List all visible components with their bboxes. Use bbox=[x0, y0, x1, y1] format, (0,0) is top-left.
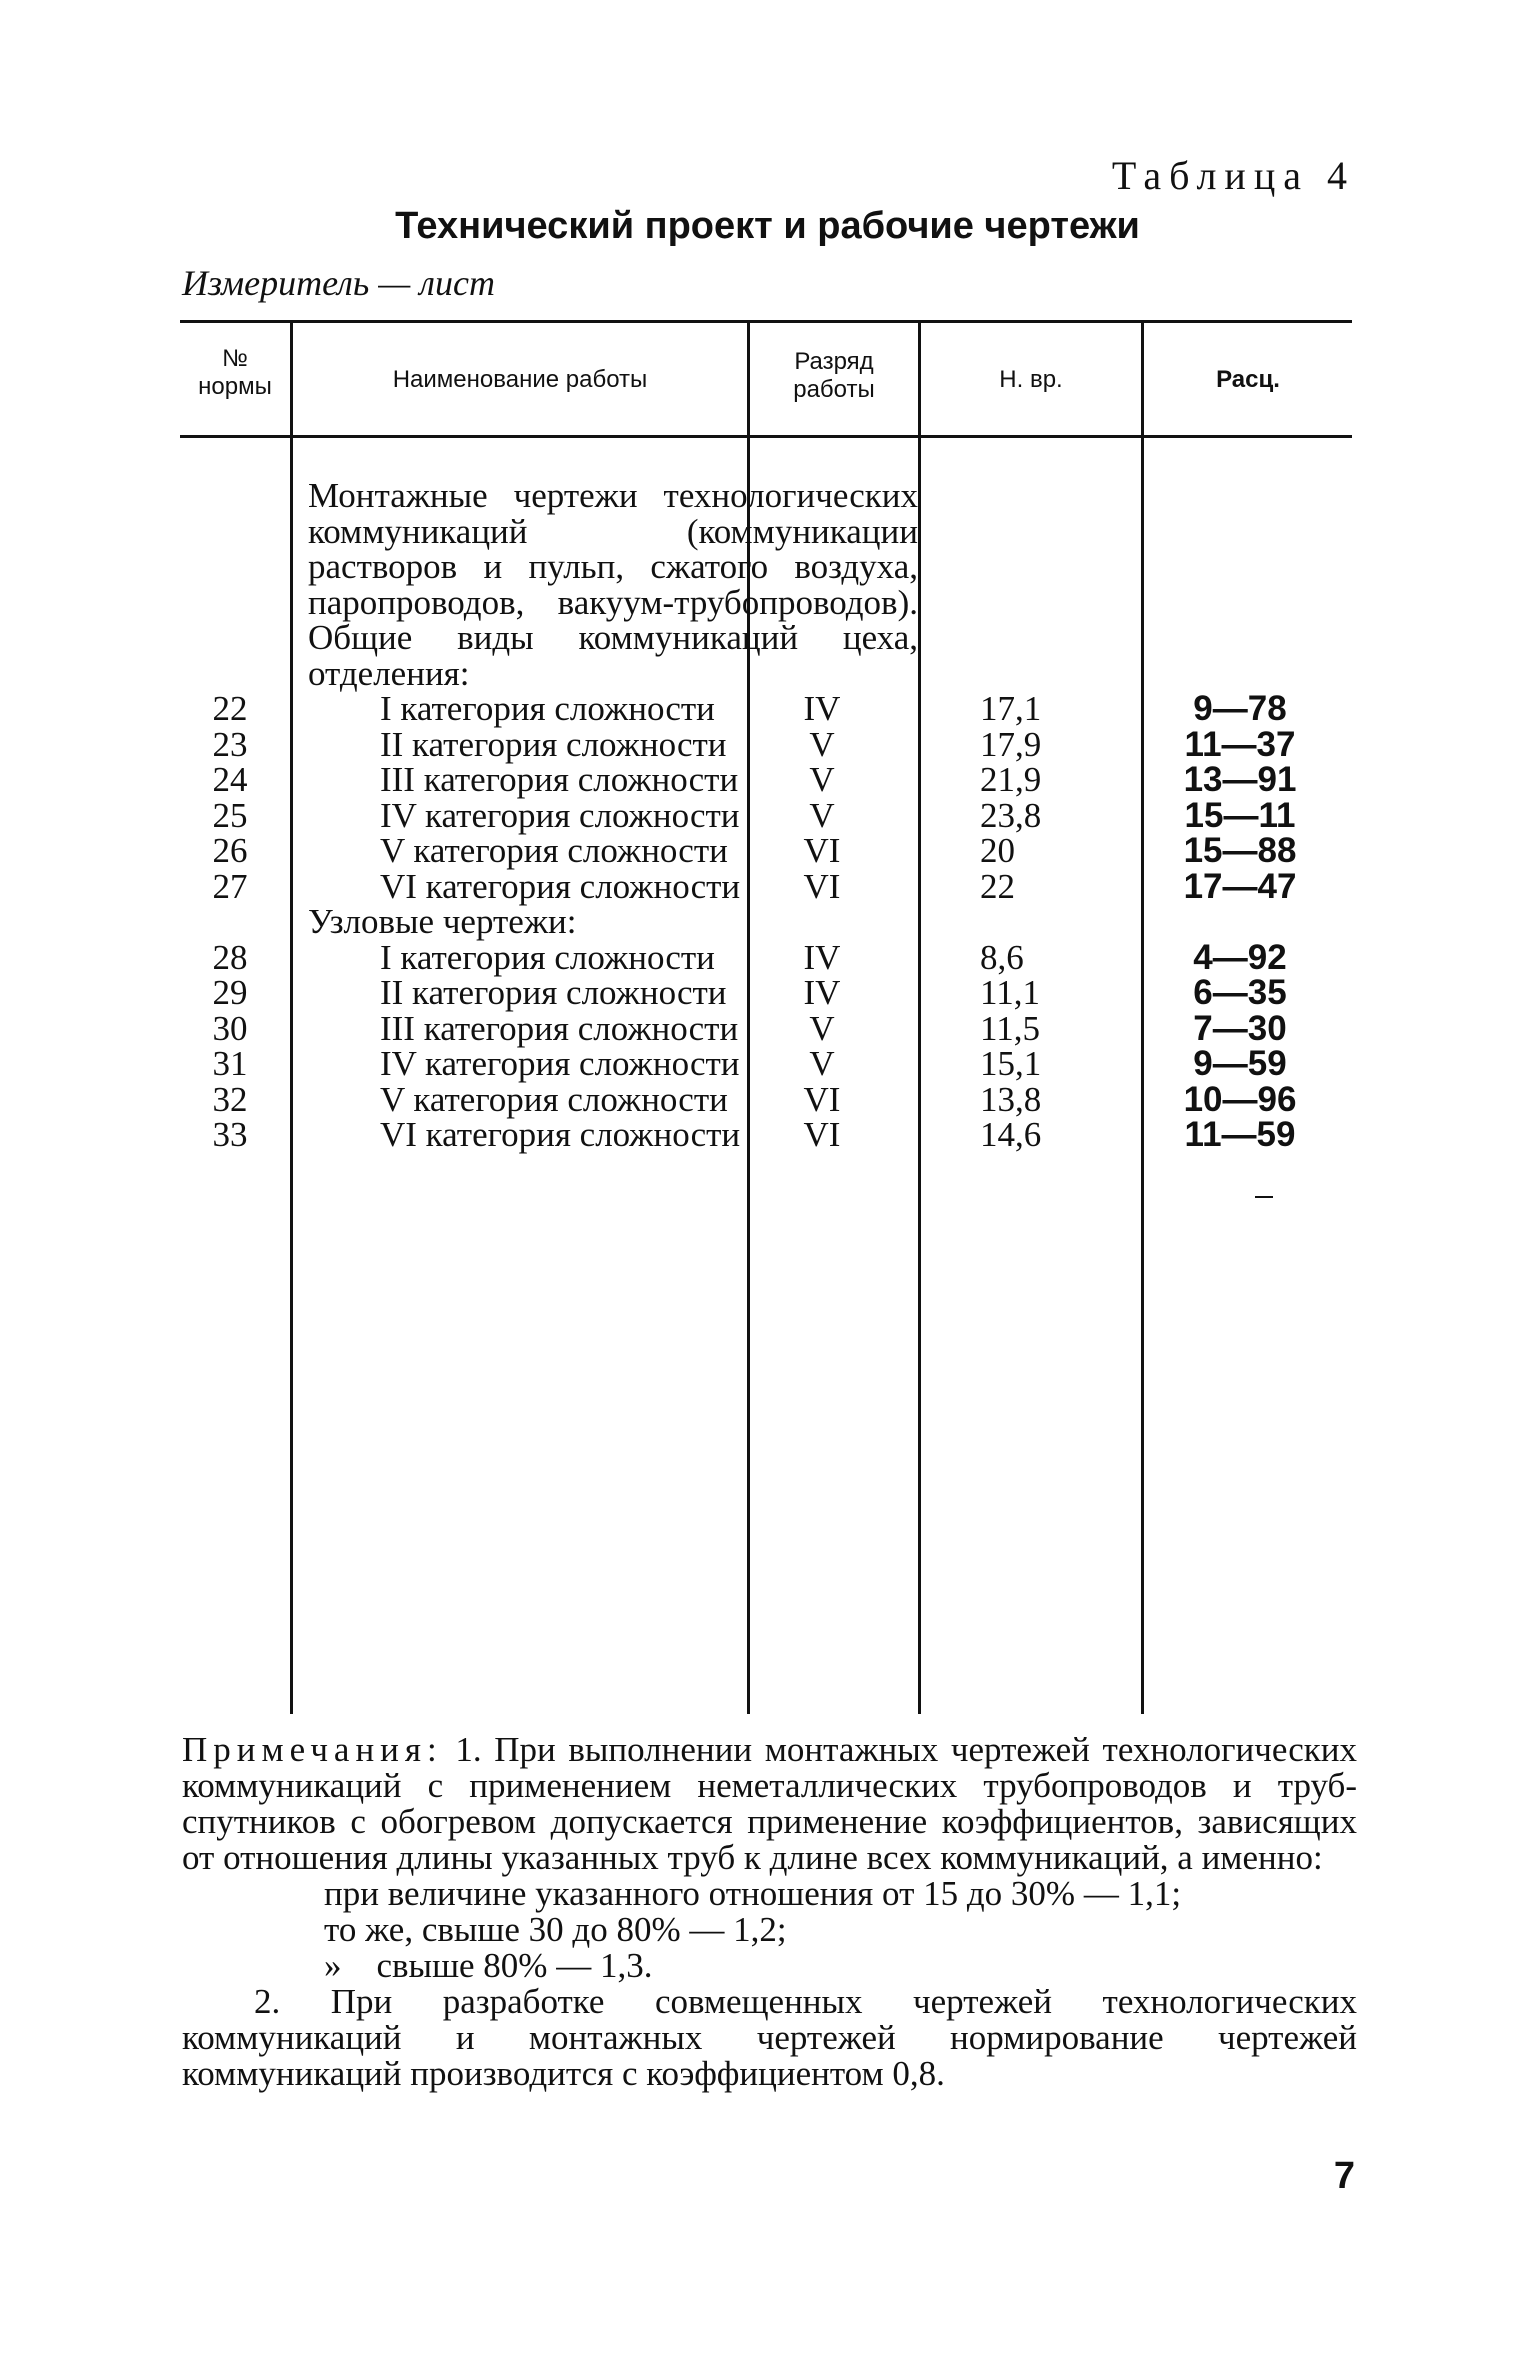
group-heading: Узловые чертежи: bbox=[308, 902, 577, 941]
column-header-time: Н. вр. bbox=[999, 366, 1063, 393]
column-header-name: Наименование работы bbox=[392, 366, 648, 393]
unit-of-measure: Измеритель — лист bbox=[182, 263, 495, 303]
column-header-number: № нормы bbox=[198, 345, 272, 400]
table-row: 28 IV 8,6 4—92 I категория сложности bbox=[212, 937, 1287, 977]
table-title: Технический проект и рабочие чертежи bbox=[395, 205, 1140, 247]
table-body bbox=[180, 478, 1350, 1153]
table-row: 24 V 21,9 13—91 III категория сложности bbox=[212, 760, 1297, 799]
column-header-grade: Разряд работы bbox=[793, 348, 875, 403]
ditto-mark: » bbox=[324, 1946, 342, 1985]
page-number: 7 bbox=[1333, 2155, 1355, 2197]
table-row: 33 VI 14,6 11—59 VI категория сложности bbox=[212, 1115, 1296, 1154]
header-bottom-rule bbox=[180, 435, 1352, 438]
table-row: 22 IV 17,1 9—78 I категория сложности bbox=[212, 689, 1287, 728]
table-top-rule bbox=[180, 320, 1352, 323]
table-row: 23 V 17,9 11—37 II категория сложности bbox=[212, 724, 1296, 764]
table-row: 27 VI 22 17—47 VI категория сложности bbox=[212, 866, 1297, 906]
table-label: Таблица 4 bbox=[1111, 153, 1355, 198]
coefficient-line: » свыше 80% — 1,3. bbox=[324, 1946, 653, 1985]
group-heading: Монтажные чертежи технологических коммуникаций (коммуникации растворов и пульп, сжатого воздуха, паропроводов, вакуум-трубопроводов). Общие виды коммуникаций цеха, отделения: bbox=[308, 476, 918, 693]
notes-section bbox=[182, 1732, 1357, 2092]
table-row: 32 VI 13,8 10—96 V категория сложности bbox=[212, 1079, 1297, 1119]
table-row: 25 V 23,8 15—11 IV категория сложности bbox=[212, 795, 1296, 835]
coefficient-line: то же, свыше 30 до 80% — 1,2; bbox=[324, 1910, 787, 1949]
table-row: 26 VI 20 15—88 V категория сложности bbox=[212, 831, 1297, 870]
note-2: 2. При разработке совмещенных чертежей технологических коммуникаций и монтажных чертежей нормирование чертежей коммуникаций производится с коэффициентом 0,8. bbox=[182, 1982, 1357, 2093]
note-1: Примечания: 1. При выполнении монтажных чертежей технологических коммуникаций с применением неметаллических трубопроводов и труб-спутников с обогревом допускается применение коэффициентов, зависящих от отношения длины указанных труб к длине всех коммуникаций, а именно: bbox=[182, 1730, 1358, 1877]
notes-label: Примечания: bbox=[182, 1730, 443, 1769]
table-row: 31 V 15,1 9—59 IV категория сложности bbox=[212, 1044, 1287, 1083]
coefficient-line: при величине указанного отношения от 15 до 30% — 1,1; bbox=[324, 1874, 1182, 1913]
ditto-dash bbox=[1255, 1196, 1273, 1198]
column-header-price: Расц. bbox=[1216, 366, 1280, 393]
table-row: 30 V 11,5 7—30 III категория сложности bbox=[212, 1008, 1287, 1048]
table-row: 29 IV 11,1 6—35 II категория сложности bbox=[212, 973, 1287, 1012]
